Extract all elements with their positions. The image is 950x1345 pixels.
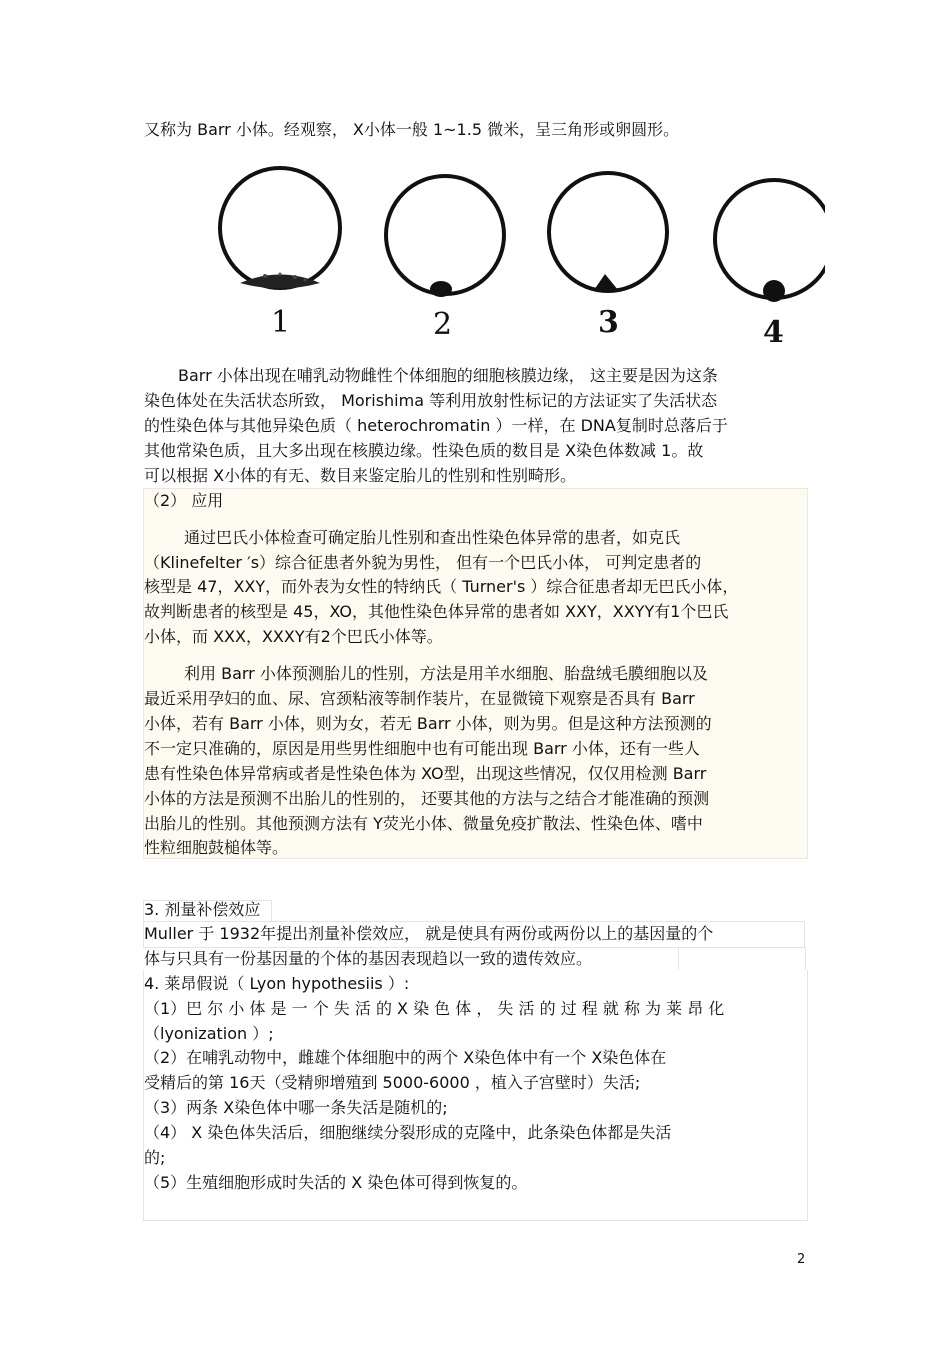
- nucleus-3-drawing: [549, 173, 667, 291]
- section3-heading: 3. 剂量补偿效应: [144, 900, 261, 919]
- lyon-item-1-cont: （lyonization ）;: [144, 1024, 274, 1043]
- nucleus-4-drawing: [715, 180, 825, 302]
- para4-line-2: 体与只具有一份基因量的个体的基因表现趋以一致的遗传效应。: [144, 949, 593, 968]
- para1-line-3: 的性染色体与其他异染色质（ heterochromatin ）一样，在 DNA复制时总落后于: [144, 416, 728, 435]
- section2-heading: （2） 应用: [144, 491, 224, 510]
- para4-line-1: Muller 于 1932年提出剂量补偿效应， 就是使具有两份或两份以上的基因量的个: [144, 924, 714, 943]
- figure-label-3: 3: [598, 305, 619, 340]
- para3-line-3: 小体，若有 Barr 小体，则为女，若无 Barr 小体，则为男。但是这种方法预测的: [144, 714, 712, 733]
- para2-line-3: 核型是 47，XXY，而外表为女性的特纳氏（ Turner's ）综合征患者却无巴氏小体，: [144, 577, 739, 596]
- muller-box-2: [678, 947, 806, 971]
- lyon-item-3: （3）两条 X染色体中哪一条失活是随机的;: [144, 1098, 448, 1117]
- para3-line-2: 最近采用孕妇的血、尿、宫颈粘液等制作装片，在显微镜下观察是否具有 Barr: [144, 689, 695, 708]
- para1-line-2: 染色体处在失活状态所致， Morishima 等利用放射性标记的方法证实了失活状态: [144, 391, 718, 410]
- para2-line-2: （Klinefelter ′s）综合征患者外貌为男性， 但有一个巴氏小体， 可判定患者的: [144, 553, 702, 572]
- section4-heading: 4. 莱昂假说（ Lyon hypothesiis ）:: [144, 974, 410, 993]
- lyon-item-4-cont: 的;: [144, 1148, 166, 1167]
- figure-label-4: 4: [763, 315, 784, 348]
- para3-line-1: 利用 Barr 小体预测胎儿的性别，方法是用羊水细胞、胎盘绒毛膜细胞以及: [184, 664, 708, 683]
- para2-line-4: 故判断患者的核型是 45，XO，其他性染色体异常的患者如 XXY，XXYY有1个巴氏: [144, 602, 729, 621]
- intro-text: 又称为 Barr 小体。经观察， X小体一般 1~1.5 微米，呈三角形或卵圆形。: [144, 120, 680, 139]
- para1-line-5: 可以根据 X小体的有无、数目来鉴定胎儿的性别和性别畸形。: [144, 466, 577, 485]
- lyon-item-1: （1）巴 尔 小 体 是 一 个 失 活 的 X 染 色 体 ， 失 活 的 过 程 就 称 为 莱 昂 化: [144, 999, 725, 1018]
- nucleus-2-drawing: [386, 176, 504, 297]
- para3-line-8: 性粒细胞鼓槌体等。: [144, 838, 289, 857]
- para2-line-1: 通过巴氏小体检查可确定胎儿性别和查出性染色体异常的患者，如克氏: [184, 528, 681, 547]
- para3-line-4: 不一定只准确的，原因是用些男性细胞中也有可能出现 Barr 小体，还有一些人: [144, 739, 700, 758]
- para1-line-1: Barr 小体出现在哺乳动物雌性个体细胞的细胞核膜边缘， 这主要是因为这条: [178, 366, 718, 385]
- lyon-item-2: （2）在哺乳动物中，雌雄个体细胞中的两个 X染色体中有一个 X染色体在: [144, 1048, 667, 1067]
- para3-line-7: 出胎儿的性别。其他预测方法有 Y荧光小体、微量免疫扩散法、性染色体、嗜中: [144, 814, 703, 833]
- lyon-item-2-cont: 受精后的第 16天（受精卵增殖到 5000-6000 ，植入子宫壁时）失活;: [144, 1073, 641, 1092]
- para1-line-4: 其他常染色质，且大多出现在核膜边缘。性染色质的数目是 X染色体数减 1。故: [144, 441, 704, 460]
- para3-line-6: 小体的方法是预测不出胎儿的性别的， 还要其他的方法与之结合才能准确的预测: [144, 789, 710, 808]
- lyon-item-4: （4） X 染色体失活后，细胞继续分裂形成的克隆中，此条染色体都是失活: [144, 1123, 672, 1142]
- nucleus-1-drawing: [220, 168, 340, 289]
- para2-line-5: 小体，而 XXX，XXXY有2个巴氏小体等。: [144, 627, 443, 646]
- figure-label-2: 2: [433, 307, 453, 342]
- figure-label-1: 1: [271, 305, 291, 340]
- barr-body-figure: [205, 166, 825, 348]
- page-number: 2: [797, 1252, 806, 1267]
- para3-line-5: 患有性染色体异常病或者是性染色体为 XO型，出现这些情况，仅仅用检测 Barr: [144, 764, 707, 783]
- lyon-item-5: （5）生殖细胞形成时失活的 X 染色体可得到恢复的。: [144, 1173, 528, 1192]
